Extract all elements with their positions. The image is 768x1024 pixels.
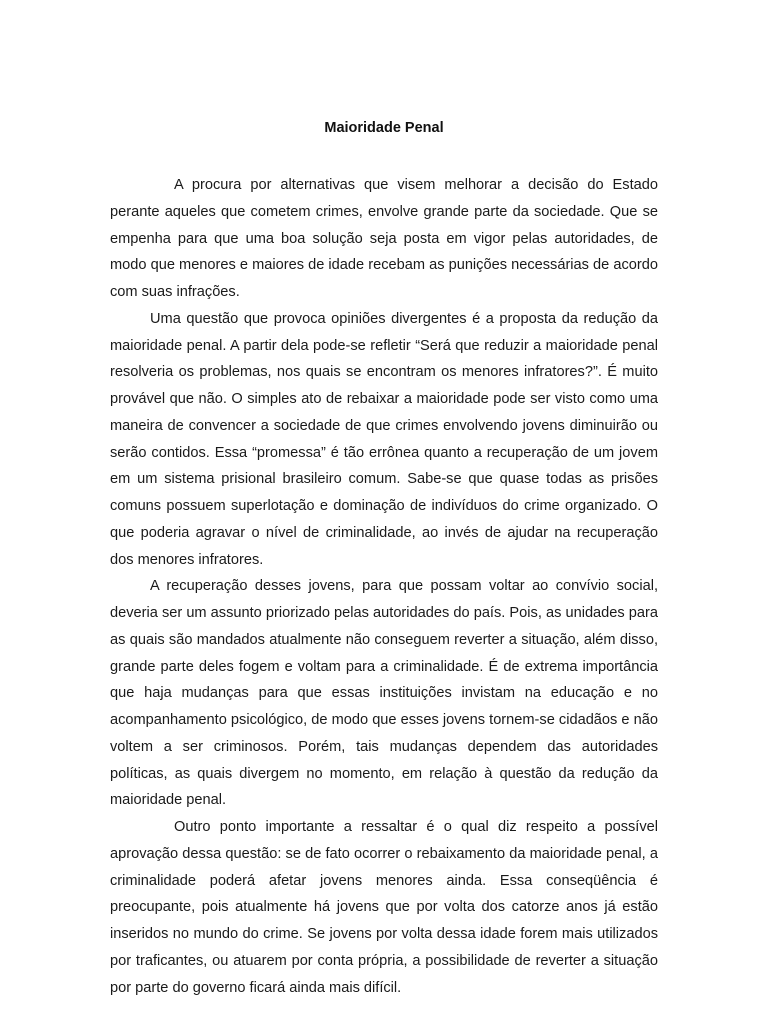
paragraph-4: Outro ponto importante a ressaltar é o qual diz respeito a possível aprovação dessa questão: se de fato ocorrer o rebaixamento da maioridade penal, a criminalidade poderá afetar jovens menores ainda. Essa conseqüência é preocupante, pois atualmente há jovens que por volta dos catorze anos já estão inseridos no mundo do crime. Se jovens por volta dessa idade forem mais utilizados por traficantes, ou atuarem por conta própria, a possibilidade de reverter a situação por parte do governo ficará ainda mais difícil.	[110, 819, 658, 996]
paragraph-2: Uma questão que provoca opiniões divergentes é a proposta da redução da maioridade penal. A partir dela pode-se refletir “Será que reduzir a maioridade penal resolveria os problemas, nos quais se encontram os menores infratores?”. É muito provável que não. O simples ato de rebaixar a maioridade pode ser visto como uma maneira de convencer a sociedade de que crimes envolvendo jovens diminuirão ou serão contidos. Essa “promessa” é tão errônea quanto a recuperação de um jovem em um sistema prisional brasileiro comum. Sabe-se que quase todas as prisões comuns possuem superlotação e dominação de indivíduos do crime organizado. O que poderia agravar o nível de criminalidade, ao invés de ajudar na recuperação dos menores infratores.	[110, 310, 658, 568]
paragraph-1: A procura por alternativas que visem melhorar a decisão do Estado perante aqueles que cometem crimes, envolve grande parte da sociedade. Que se empenha para que uma boa solução seja posta em vigor pelas autoridades, de modo que menores e maiores de idade recebam as punições necessárias de acordo com suas infrações.	[110, 177, 658, 300]
document-title: Maioridade Penal	[324, 120, 444, 136]
document-body	[110, 172, 658, 1001]
paragraph-3: A recuperação desses jovens, para que possam voltar ao convívio social, deveria ser um assunto priorizado pelas autoridades do país. Pois, as unidades para as quais são mandados atualmente não conseguem reverter a situação, além disso, grande parte deles fogem e voltam para a criminalidade. É de extrema importância que haja mudanças para que essas instituições invistam na educação e no acompanhamento psicológico, de modo que esses jovens tornem-se cidadãos e não voltem a ser criminosos. Porém, tais mudanças dependem das autoridades políticas, as quais divergem no momento, em relação à questão da redução da maioridade penal.	[110, 578, 658, 809]
